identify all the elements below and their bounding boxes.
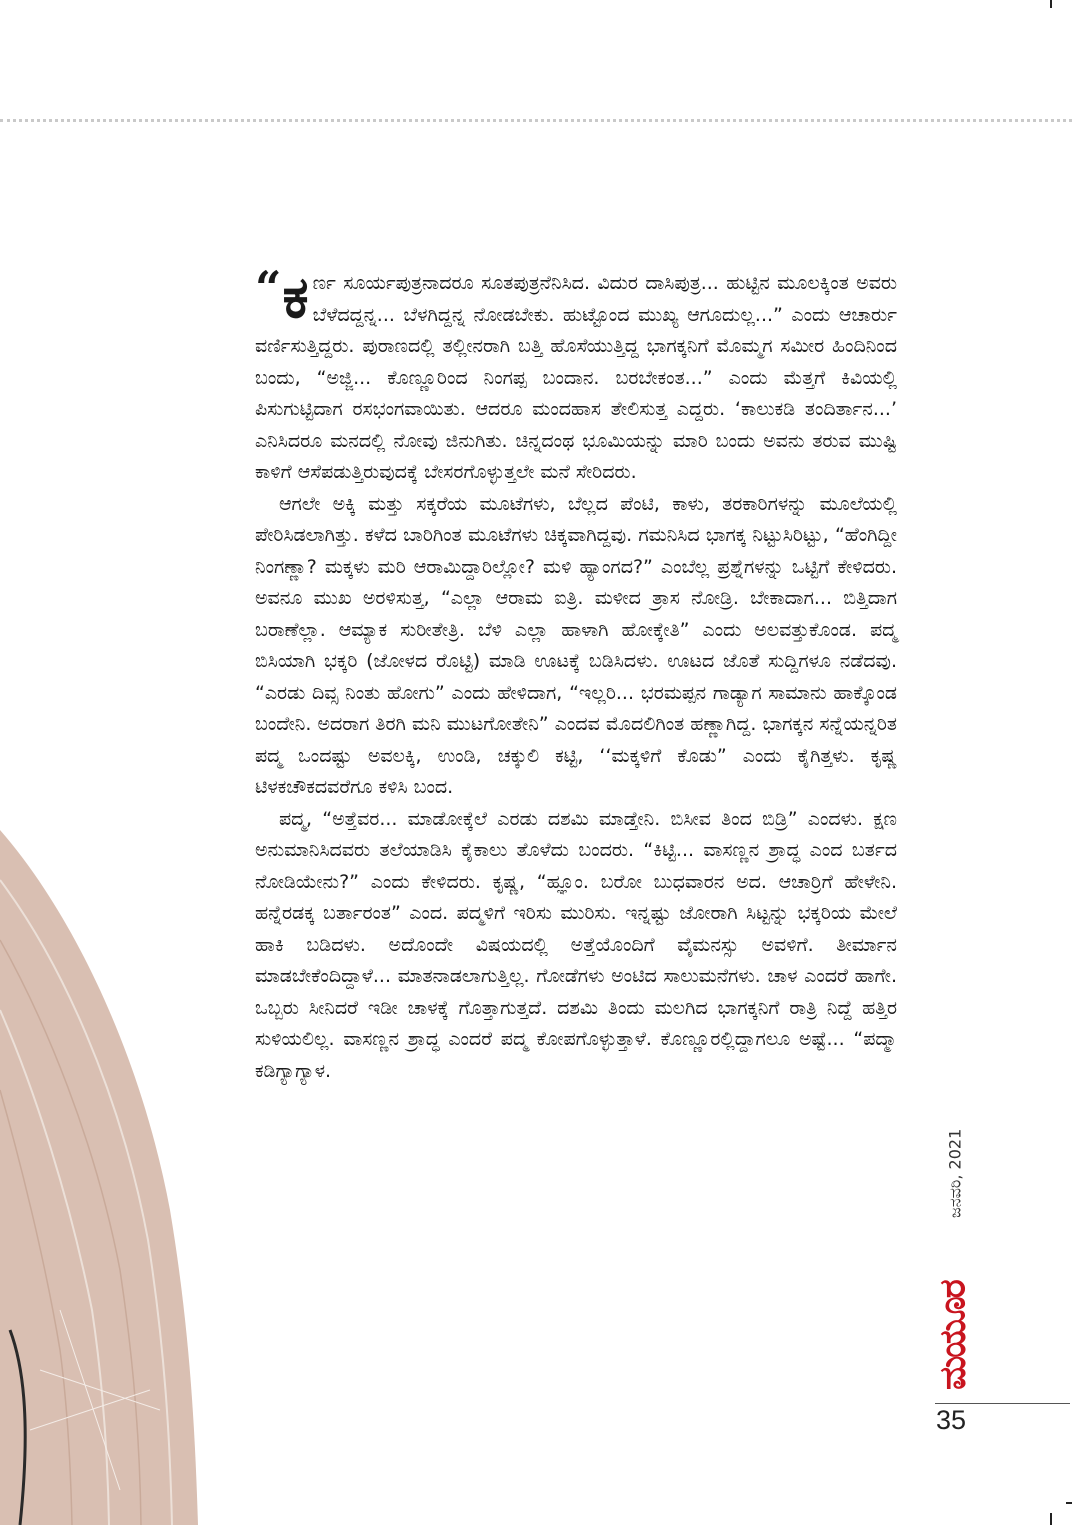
paragraph-text: ರ್ಣ ಸೂರ್ಯಪುತ್ರನಾದರೂ ಸೂತಪುತ್ರನೆನಿಸಿದ. ವಿದುರ ದಾಸಿಪುತ್ರ... ಹುಟ್ಟಿನ ಮೂಲಕ್ಕಿಂತ ಅವರು ಬೆಳೆದದ್ದನ್ನ... ಬೆಳಗಿದ್ದನ್ನ ನೋಡಬೇಕು. ಹುಟ್ಟೊಂದ ಮುಖ್ಯ ಆಗೂದುಲ್ಲ...” ಎಂದು ಆಚಾರ್ರು ವರ್ಣಿಸುತ್ತಿದ್ದರು. ಪುರಾಣದಲ್ಲಿ ತಲ್ಲೀನರಾಗಿ ಬತ್ತಿ ಹೊಸೆಯುತ್ತಿದ್ದ ಭಾಗಕ್ಕನಿಗೆ ಮೊಮ್ಮಗ ಸಮೀರ ಹಿಂದಿನಿಂದ ಬಂದು, “ಅಜ್ಜಿ... ಕೊಣ್ಣೂರಿಂದ ನಿಂಗಪ್ಪ ಬಂದಾನ. ಬರಬೇಕಂತ...” ಎಂದು ಮೆತ್ತಗೆ ಕಿವಿಯಲ್ಲಿ ಪಿಸುಗುಟ್ಟಿದಾಗ ರಸಭಂಗವಾಯಿತು. ಆದರೂ ಮಂದಹಾಸ ತೇಲಿಸುತ್ತ ಎದ್ದರು. ‘ಕಾಲುಕಡಿ ತಂದಿರ್ತಾನ...’ ಎನಿಸಿದರೂ ಮನದಲ್ಲಿ ನೋವು ಜಿನುಗಿತು. ಚಿನ್ನದಂಥ ಭೂಮಿಯನ್ನು ಮಾರಿ ಬಂದು ಅವನು ತರುವ ಮುಷ್ಟಿ ಕಾಳಿಗೆ ಆಸೆಪಡುತ್ತಿರುವುದಕ್ಕೆ ಬೇಸರಗೊಳ್ಳುತ್ತಲೇ ಮನೆ ಸೇರಿದರು. — [255, 272, 897, 483]
page-number-rule — [935, 1403, 1070, 1404]
paragraph-text: ಆಗಲೇ ಅಕ್ಕಿ ಮತ್ತು ಸಕ್ಕರೆಯ ಮೂಟೆಗಳು, ಬೆಲ್ಲದ ಪೆಂಟಿ, ಕಾಳು, ತರಕಾರಿಗಳನ್ನು ಮೂಲೆಯಲ್ಲಿ ಪೇರಿಸಿಡಲಾಗಿತ್ತು. ಕಳೆದ ಬಾರಿಗಿಂತ ಮೂಟೆಗಳು ಚಿಕ್ಕವಾಗಿದ್ದವು. ಗಮನಿಸಿದ ಭಾಗಕ್ಕ ನಿಟ್ಟುಸಿರಿಟ್ಟು, “ಹೆಂಗಿದ್ದೀ ನಿಂಗಣ್ಣಾ? ಮಕ್ಕಳು ಮರಿ ಆರಾಮಿದ್ದಾರಿಲ್ಲೋ? ಮಳಿ ಹ್ಯಾಂಗದ?” ಎಂಬೆಲ್ಲ ಪ್ರಶ್ನೆಗಳನ್ನು ಒಟ್ಟಿಗೆ ಕೇಳಿದರು. ಅವನೂ ಮುಖ ಅರಳಿಸುತ್ತ, “ಎಲ್ಲಾ ಆರಾಮ ಐತ್ರಿ. ಮಳೀದ ತ್ರಾಸ ನೋಡ್ರಿ. ಬೇಕಾದಾಗ... ಬಿತ್ತಿದಾಗ ಬರಾಣೆಲ್ಲಾ. ಆಮ್ಯಾಕ ಸುರೀತೇತ್ರಿ. ಬೆಳಿ ಎಲ್ಲಾ ಹಾಳಾಗಿ ಹೋಕ್ಕೇತಿ” ಎಂದು ಅಲವತ್ತುಕೊಂಡ. ಪದ್ಮ ಬಿಸಿಯಾಗಿ ಭಕ್ಕರಿ (ಜೋಳದ ರೊಟ್ಟಿ) ಮಾಡಿ ಊಟಕ್ಕೆ ಬಡಿಸಿದಳು. ಊಟದ ಜೊತೆ ಸುದ್ದಿಗಳೂ ನಡೆದವು. “ಎರಡು ದಿವ್ಸ ನಿಂತು ಹೋಗು” ಎಂದು ಹೇಳಿದಾಗ, “ಇಲ್ಲರಿ... ಭರಮಪ್ಪನ ಗಾಡ್ಯಾಗ ಸಾಮಾನು ಹಾಕ್ಕೊಂಡ ಬಂದೇನಿ. ಅದರಾಗ ತಿರಗಿ ಮನಿ ಮುಟಗೋತೇನಿ” ಎಂದವ ಮೊದಲಿಗಿಂತ ಹಣ್ಣಾಗಿದ್ದ. ಭಾಗಕ್ಕನ ಸನ್ನೆಯನ್ನರಿತ ಪದ್ಮ ಒಂದಷ್ಟು ಅವಲಕ್ಕಿ, ಉಂಡಿ, ಚಕ್ಕುಲಿ ಕಟ್ಟಿ, ‘‘ಮಕ್ಕಳಿಗೆ ಕೊಡು” ಎಂದು ಕೈಗಿತ್ತಳು. ಕೃಷ್ಣ ಟಿಳಕಚೌಕದವರೆಗೂ ಕಳಿಸಿ ಬಂದ. — [255, 492, 898, 798]
page-number: 35 — [936, 1405, 967, 1435]
drop-cap-group — [255, 261, 309, 331]
paragraph-text: ಪದ್ಮ, “ಅತ್ತೆವರ... ಮಾಡೋಕ್ಕೆಲೆ ಎರಡು ದಶಮಿ ಮಾಡ್ತೇನಿ. ಬಿಸೀವ ತಿಂದ ಬಿಡ್ರಿ” ಎಂದಳು. ಕ್ಷಣ ಅನುಮಾನಿಸಿದವರು ತಲೆಯಾಡಿಸಿ ಕೈಕಾಲು ತೊಳೆದು ಬಂದರು. “ಕಿಟ್ಟಿ... ವಾಸಣ್ಣನ ಶ್ರಾದ್ಧ ಎಂದ ಬರ್ತದ ನೋಡಿಯೇನು?” ಎಂದು ಕೇಳಿದರು. ಕೃಷ್ಣ, “ಹ್ಞೂಂ. ಬರೋ ಬುಧವಾರನ ಅದ. ಆಚಾರ್ರಿಗೆ ಹೇಳೇನಿ. ಹನ್ನೆರಡಕ್ಕ ಬರ್ತಾರಂತ” ಎಂದ. ಪದ್ಮಳಿಗೆ ಇರಿಸು ಮುರಿಸು. ಇನ್ನಷ್ಟು ಜೋರಾಗಿ ಸಿಟ್ಟನ್ನು ಭಕ್ಕರಿಯ ಮೇಲೆ ಹಾಕಿ ಬಡಿದಳು. ಅದೊಂದೇ ವಿಷಯದಲ್ಲಿ ಅತ್ತೆಯೊಂದಿಗೆ ವೈಮನಸ್ಸು ಅವಳಿಗೆ. ತೀರ್ಮಾನ ಮಾಡಬೇಕೆಂದಿದ್ದಾಳೆ... ಮಾತನಾಡಲಾಗುತ್ತಿಲ್ಲ. ಗೋಡೆಗಳು ಅಂಟಿದ ಸಾಲುಮನೆಗಳು. ಚಾಳ ಎಂದರೆ ಹಾಗೇ. ಒಬ್ಬರು ಸೀನಿದರೆ ಇಡೀ ಚಾಳಕ್ಕೆ ಗೊತ್ತಾಗುತ್ತದೆ. ದಶಮಿ ತಿಂದು ಮಲಗಿದ ಭಾಗಕ್ಕನಿಗೆ ರಾತ್ರಿ ನಿದ್ದೆ ಹತ್ತಿರ ಸುಳಿಯಲಿಲ್ಲ. ವಾಸಣ್ಣನ ಶ್ರಾದ್ಧ ಎಂದರೆ ಪದ್ಮ ಕೋಪಗೊಳ್ಳುತ್ತಾಳೆ. ಕೊಣ್ಣೂರಲ್ಲಿದ್ದಾಗಲೂ ಅಷ್ಟೆ... “ಪದ್ಮಾ ಕಡಿಗ್ಯಾಗ್ಯಾಳ. — [255, 807, 897, 1082]
article-paragraph-2 — [255, 489, 897, 804]
article-body — [255, 261, 898, 1087]
article-paragraph-3 — [255, 804, 897, 1088]
article-paragraph-1 — [255, 261, 897, 489]
crop-mark-top-right — [1050, 0, 1052, 8]
magazine-logo: ಮಯೂರ — [932, 1281, 974, 1391]
dotted-divider — [0, 119, 1072, 122]
opening-quote-mark: “ — [255, 261, 282, 315]
decorative-wood-arc — [0, 790, 240, 1525]
crop-mark-bottom-right — [1050, 1513, 1052, 1525]
drop-cap-letter: ಕ — [282, 263, 309, 331]
crop-mark-right — [1066, 1502, 1072, 1504]
issue-date: ಜನವರಿ, 2021 — [945, 1128, 965, 1218]
